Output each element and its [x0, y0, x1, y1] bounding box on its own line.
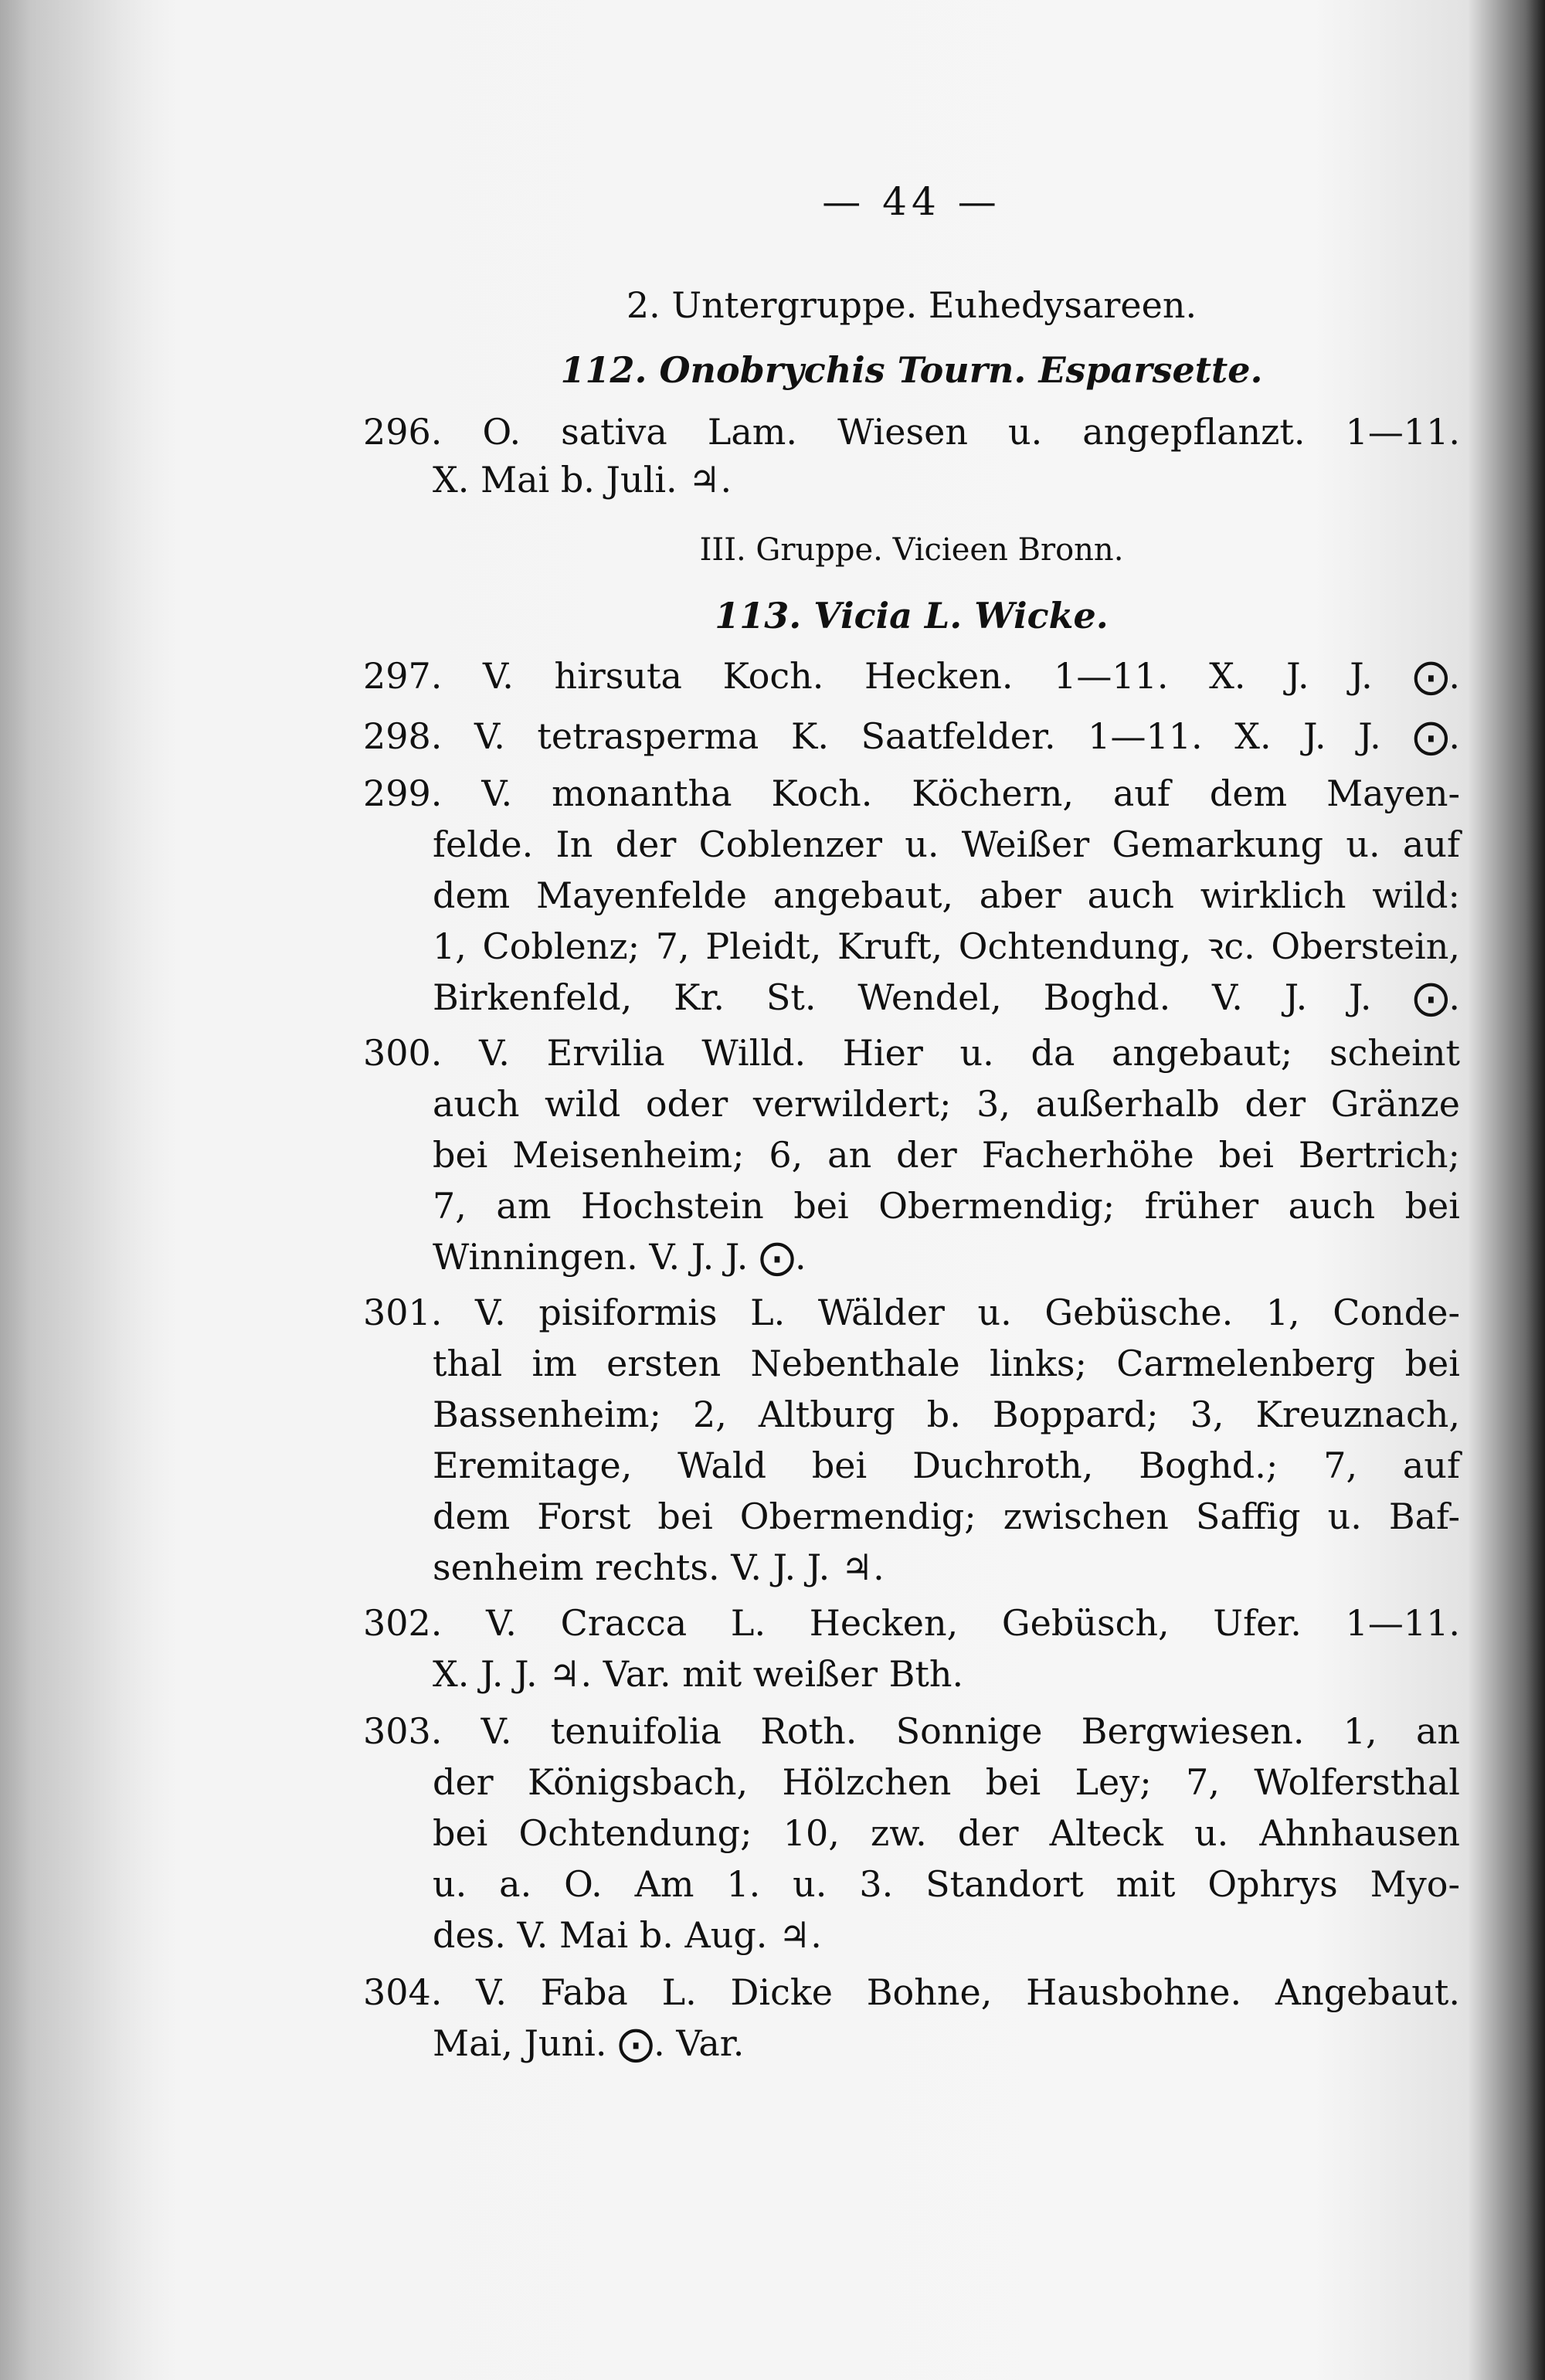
- entry-303-line: des. V. Mai b. Aug. ♃.: [433, 1914, 822, 1956]
- entry-301-line: Eremitage, Wald bei Duchroth, Boghd.; 7, auf: [433, 1445, 1460, 1486]
- entry-301-line: thal im ersten Nebenthale links; Carmelenberg bei: [433, 1343, 1460, 1384]
- entry-304-line: 304. V. Faba L. Dicke Bohne, Hausbohne. Angebaut.: [363, 1971, 1460, 2013]
- entry-303-line: 303. V. tenuifolia Roth. Sonnige Bergwiesen. 1, an: [363, 1710, 1460, 1752]
- entry-303-line: bei Ochtendung; 10, zw. der Alteck u. Ahnhausen: [433, 1812, 1460, 1854]
- entry-296-line: X. Mai b. Juli. ♃.: [433, 459, 732, 501]
- group-heading: III. Gruppe. Vicieen Bronn.: [699, 532, 1124, 568]
- entry-299-line: felde. In der Coblenzer u. Weißer Gemarkung u. auf: [433, 823, 1460, 865]
- entry-300-line: bei Meisenheim; 6, an der Facherhöhe bei Bertrich;: [433, 1134, 1460, 1176]
- genus-heading-vicia: 113. Vicia L. Wicke.: [715, 595, 1109, 637]
- entry-300-line: Winningen. V. J. J. ⨀.: [433, 1236, 806, 1278]
- entry-300-line: 7, am Hochstein bei Obermendig; früher auch bei: [433, 1185, 1460, 1227]
- entry-303-line: u. a. O. Am 1. u. 3. Standort mit Ophrys Myo-: [433, 1863, 1460, 1905]
- entry-302-line: X. J. J. ♃. Var. mit weißer Bth.: [433, 1653, 964, 1695]
- subgroup-heading: 2. Untergruppe. Euhedysareen.: [626, 284, 1197, 326]
- entry-301-line: dem Forst bei Obermendig; zwischen Saffig u. Baf-: [433, 1496, 1460, 1537]
- entry-296-line: 296. O. sativa Lam. Wiesen u. angepflanzt. 1—11.: [363, 411, 1460, 453]
- entry-300-line: 300. V. Ervilia Willd. Hier u. da angebaut; scheint: [363, 1032, 1460, 1074]
- entry-299-line: 1, Coblenz; 7, Pleidt, Kruft, Ochtendung, ꝛc. Oberstein,: [433, 925, 1460, 967]
- entry-299-line: dem Mayenfelde angebaut, aber auch wirklich wild:: [433, 874, 1460, 916]
- entry-303-line: der Königsbach, Hölzchen bei Ley; 7, Wolfersthal: [433, 1761, 1460, 1803]
- entry-302-line: 302. V. Cracca L. Hecken, Gebüsch, Ufer. 1—11.: [363, 1602, 1460, 1644]
- genus-heading-onobrychis: 112. Onobrychis Tourn. Esparsette.: [560, 349, 1263, 391]
- entry-299-line: 299. V. monantha Koch. Köchern, auf dem Mayen-: [363, 772, 1460, 814]
- page-gutter-shadow: [0, 0, 178, 2380]
- entry-301-line: senheim rechts. V. J. J. ♃.: [433, 1546, 885, 1588]
- page-number: — 44 —: [822, 179, 1001, 224]
- entry-301-line: Bassenheim; 2, Altburg b. Boppard; 3, Kreuznach,: [433, 1394, 1460, 1435]
- entry-299-line: Birkenfeld, Kr. St. Wendel, Boghd. V. J. J. ⨀.: [433, 976, 1460, 1018]
- entry-301-line: 301. V. pisiformis L. Wälder u. Gebüsche. 1, Conde-: [363, 1292, 1460, 1333]
- entry-304-line: Mai, Juni. ⨀. Var.: [433, 2022, 745, 2064]
- entry-300-line: auch wild oder verwildert; 3, außerhalb der Gränze: [433, 1083, 1460, 1125]
- entry-297-line: 297. V. hirsuta Koch. Hecken. 1—11. X. J. J. ⨀.: [363, 655, 1460, 697]
- entry-298-line: 298. V. tetrasperma K. Saatfelder. 1—11. X. J. J. ⨀.: [363, 715, 1460, 757]
